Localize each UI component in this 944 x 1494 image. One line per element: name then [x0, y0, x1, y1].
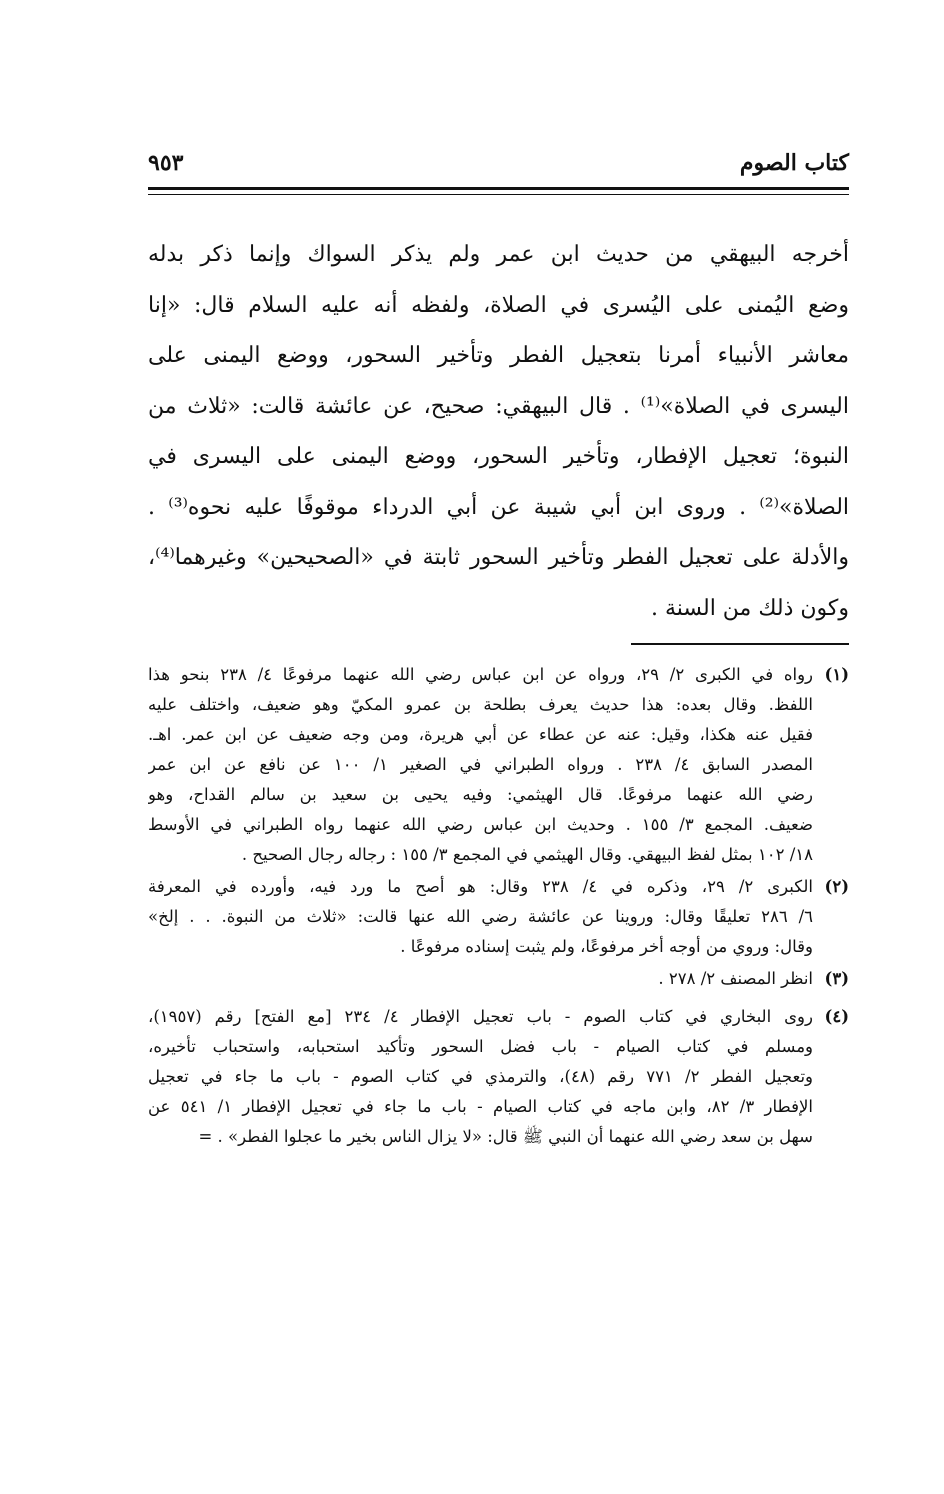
body-line: وكون ذلك من السنة .	[650, 595, 849, 621]
running-head	[148, 148, 849, 188]
footnote-line: ومسلم في كتاب الصيام - باب فضل السحور وتأكيد استحبابه، واستحباب تأخيره،	[148, 1037, 813, 1056]
footnote-line: وتعجيل الفطر ٢/ ٧٧١ رقم (٤٨)، والترمذي في كتاب الصوم - باب ما جاء في تعجيل	[148, 1067, 813, 1086]
footnote-separator	[631, 643, 849, 645]
footnote-line: المصدر السابق ٤/ ٢٣٨ . ورواه الطبراني في الصغير ١/ ١٠٠ عن نافع عن ابن عمر	[148, 755, 813, 774]
body-line: الصلاة»⁽²⁾ . وروى ابن أبي شيبة عن أبي الدرداء موقوفًا عليه نحوه⁽³⁾ .	[148, 494, 849, 520]
footnote-number: (٢)	[824, 877, 849, 896]
header-rule-thick	[148, 187, 849, 190]
footnote-line: روى البخاري في كتاب الصوم - باب تعجيل الإفطار ٤/ ٢٣٤ [مع الفتح] رقم (١٩٥٧)،	[148, 1007, 813, 1026]
body-line: النبوة؛ تعجيل الإفطار، وتأخير السحور، ووضع اليمنى على اليسرى في	[148, 444, 849, 469]
footnote-line: اللفظ. وقال بعده: هذا حديث يعرف بطلحة بن عمرو المكيّ وهو ضعيف، واختلف عليه	[148, 695, 813, 714]
footnote-line: ٦/ ٢٨٦ تعليقًا وقال: وروينا عن عائشة رضي الله عنها قالت: «ثلاث من النبوة. . . إلخ»	[148, 907, 813, 926]
footnote-line: انظر المصنف ٢/ ٢٧٨ .	[658, 969, 813, 988]
footnote-1	[148, 660, 849, 870]
footnote-line: وقال: وروي من أوجه أخر مرفوعًا، ولم يثبت إسناده مرفوعًا .	[400, 937, 813, 956]
body-line: أخرجه البيهقي من حديث ابن عمر ولم يذكر السواك وإنما ذكر بدله	[148, 242, 849, 267]
page-number: ٩٥٣	[148, 150, 184, 176]
body-line: وضع اليُمنى على اليُسرى في الصلاة، ولفظه أنه عليه السلام قال: «إنا	[148, 292, 849, 318]
footnote-line: رواه في الكبرى ٢/ ٢٩، ورواه عن ابن عباس رضي الله عنهما مرفوعًا ٤/ ٢٣٨ بنحو هذا	[148, 665, 813, 684]
footnote-line: فقيل عنه هكذا، وقيل: عنه عن عطاء عن أبي هريرة، ومن وجه ضعيف عن ابن عمر. اهـ.	[148, 725, 813, 744]
footnote-line: الإفطار ٣/ ٨٢، وابن ماجه في كتاب الصيام - باب ما جاء في تعجيل الإفطار ١/ ٥٤١ عن	[148, 1097, 813, 1116]
footnote-4	[148, 1002, 849, 1152]
main-text	[148, 230, 849, 634]
body-line: اليسرى في الصلاة»⁽¹⁾ . قال البيهقي: صحيح، عن عائشة قالت: «ثلاث من	[148, 393, 849, 419]
header-rule-thin	[148, 194, 849, 195]
footnote-number: (١)	[824, 665, 849, 684]
footnote-2	[148, 872, 849, 962]
footnote-3	[148, 964, 849, 994]
footnote-line: سهل بن سعد رضي الله عنهما أن النبي ﷺ قال: «لا يزال الناس بخير ما عجلوا الفطر» . =	[198, 1127, 813, 1146]
footnotes	[148, 660, 849, 1154]
body-line: معاشر الأنبياء أمرنا بتعجيل الفطر وتأخير السحور، ووضع اليمنى على	[148, 343, 849, 368]
footnote-line: ١٨/ ١٠٢ بمثل لفظ البيهقي. وقال الهيثمي في المجمع ٣/ ١٥٥ : رجاله رجال الصحيح .	[241, 845, 813, 864]
footnote-line: ضعيف. المجمع ٣/ ١٥٥ . وحديث ابن عباس رضي الله عنهما رواه الطبراني في الأوسط	[148, 815, 813, 834]
footnote-number: (٤)	[824, 1007, 849, 1026]
footnote-line: رضي الله عنهما مرفوعًا. قال الهيثمي: وفيه يحيى بن سعيد بن سالم القداح، وهو	[148, 785, 813, 804]
footnote-line: الكبرى ٢/ ٢٩، وذكره في ٤/ ٢٣٨ وقال: هو أصح ما ورد فيه، وأورده في المعرفة	[148, 877, 813, 896]
footnote-number: (٣)	[824, 969, 849, 988]
body-line: والأدلة على تعجيل الفطر وتأخير السحور ثابتة في «الصحيحين» وغيرهما⁽⁴⁾،	[148, 545, 849, 570]
book-title: كتاب الصوم	[739, 150, 849, 176]
